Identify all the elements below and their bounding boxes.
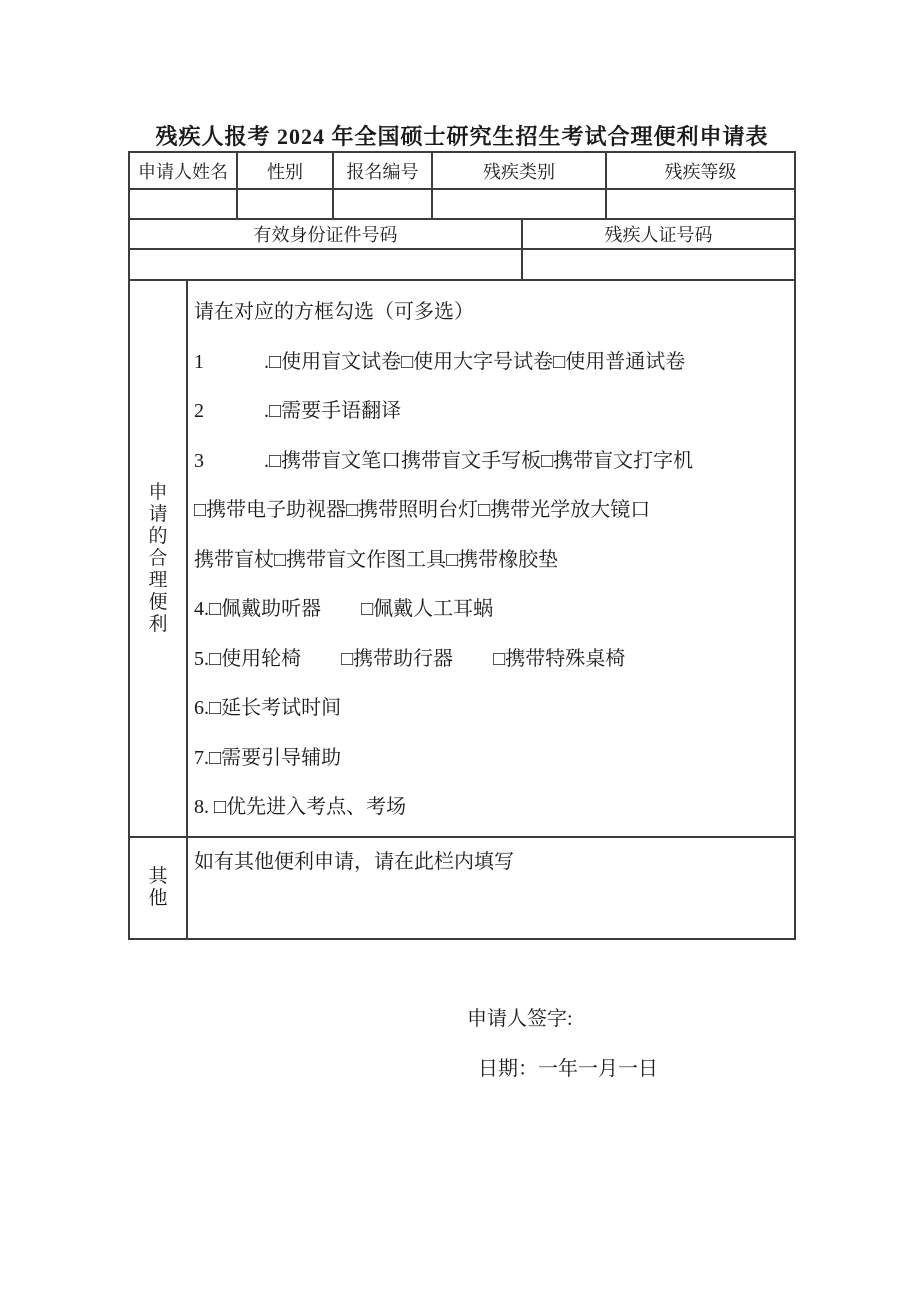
accommodation-option-line: 6.□延长考试时间 (194, 697, 342, 720)
signature-label: 申请人签字: (467, 1008, 573, 1030)
accommodation-option-line: 5.□使用轮椅 □携带助行器 □携带特殊桌椅 (194, 647, 626, 670)
disability-category-header: 残疾类别 (433, 153, 607, 190)
date-label: 日期：一年一月一日 (478, 1058, 658, 1080)
applicant-name-field (130, 190, 238, 220)
accommodation-option-line: 1 .□使用盲文试卷□使用大字号试卷□使用普通试卷 (194, 350, 686, 373)
other-row-label: 其他 (148, 866, 168, 909)
id-number-field (130, 250, 523, 281)
accommodation-option-line: 3 .□携带盲文笔口携带盲文手写板□携带盲文打字机 (194, 449, 694, 472)
other-row-label-cell (130, 838, 188, 938)
accommodation-option-line: 7.□需要引导辅助 (194, 746, 342, 769)
other-row (130, 838, 794, 938)
registration-number-field (334, 190, 433, 220)
id-fillin-row (130, 250, 794, 281)
disability-cert-number-field (523, 250, 794, 281)
accommodation-option-line: 2 .□需要手语翻译 (194, 400, 402, 423)
registration-number-header: 报名编号 (334, 153, 433, 190)
accommodation-option-line: □携带电子助视器□携带照明台灯□携带光学放大镜口 (194, 499, 651, 522)
gender-header: 性别 (238, 153, 334, 190)
header-fillin-row (130, 190, 794, 220)
disability-cert-number-header: 残疾人证号码 (523, 220, 794, 250)
page-title: 残疾人报考 2024 年全国硕士研究生招生考试合理便利申请表 (155, 124, 769, 149)
accommodation-option-line: 8. □优先进入考点、考场 (194, 796, 407, 819)
accommodation-option-line: 携带盲杖□携带盲文作图工具□携带橡胶垫 (194, 548, 559, 571)
id-number-header: 有效身份证件号码 (130, 220, 523, 250)
other-note: 如有其他便利申请，请在此栏内填写 (194, 851, 514, 873)
disability-category-field (433, 190, 607, 220)
accommodation-row (130, 281, 794, 838)
accommodation-instruction: 请在对应的方框勾选（可多选） (194, 301, 474, 324)
accommodation-row-label-cell (130, 281, 188, 838)
disability-level-header: 残疾等级 (607, 153, 794, 190)
accommodation-option-line: 4.□佩戴助听器 □佩戴人工耳蜗 (194, 598, 494, 621)
application-form-table (128, 151, 796, 940)
disability-level-field (607, 190, 794, 220)
other-note-cell (188, 838, 794, 938)
accommodation-row-label: 申请的合理便利 (148, 481, 168, 635)
gender-field (238, 190, 334, 220)
accommodation-options-cell (188, 281, 794, 838)
applicant-name-header: 申请人姓名 (130, 153, 238, 190)
header-label-row (130, 153, 794, 190)
id-label-row (130, 220, 794, 250)
